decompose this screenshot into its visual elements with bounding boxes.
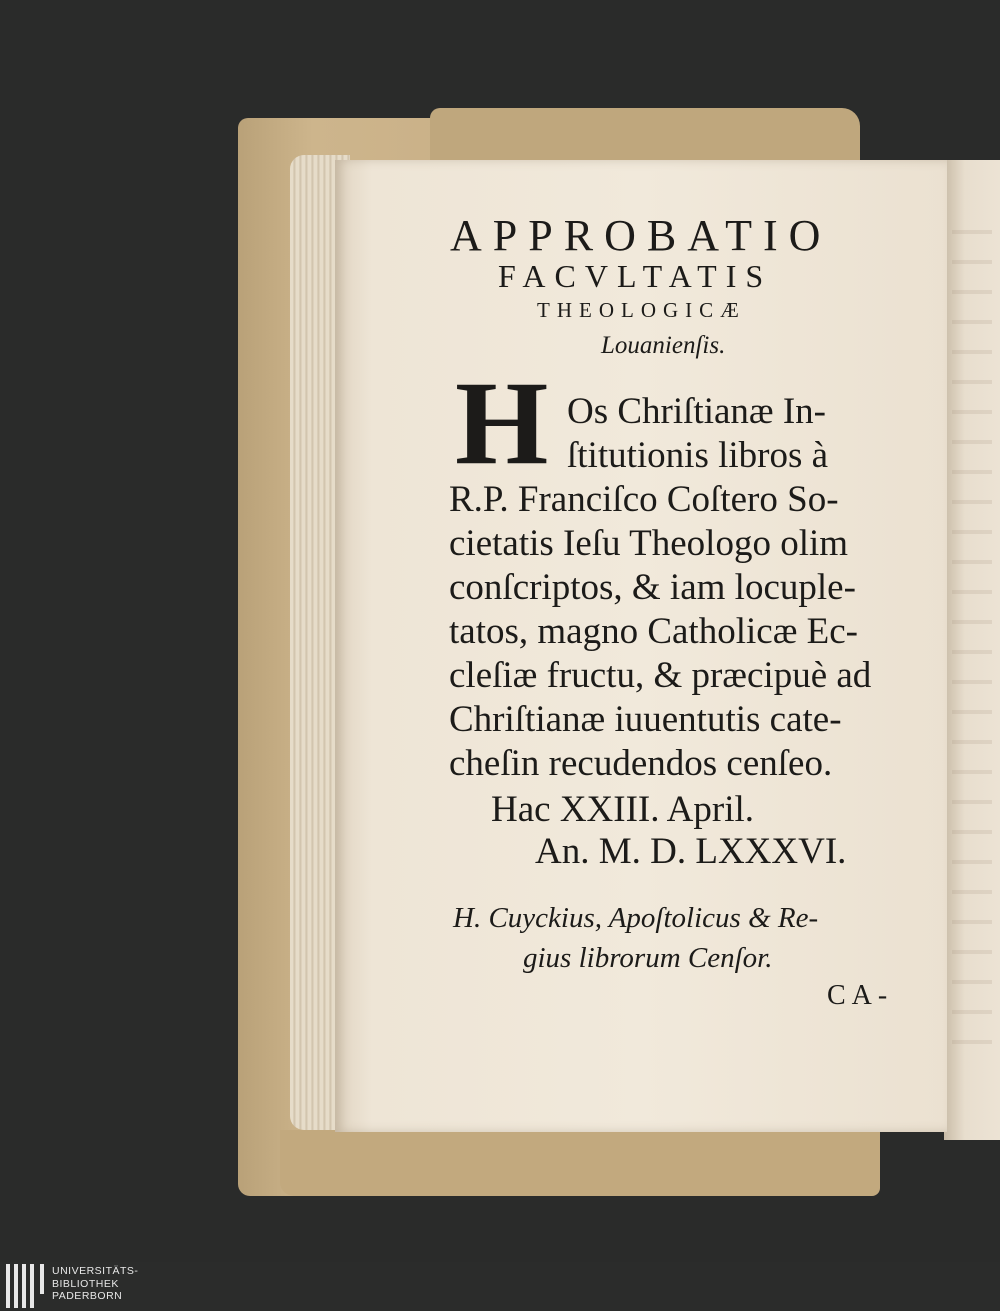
title-theologicae: THEOLOGICÆ: [537, 298, 746, 322]
date-line-2: An. M. D. LXXXVI.: [535, 831, 847, 872]
footer-bar: [0, 1262, 1000, 1311]
date-line-1: Hac XXIII. April.: [491, 789, 755, 830]
page-content: [335, 160, 947, 1132]
body-line-3: R.P. Franciſco Coſtero So-: [449, 479, 839, 520]
title-facultatis: FACVLTATIS: [498, 258, 773, 294]
censor-line-2: gius librorum Cenſor.: [523, 942, 773, 974]
drop-cap: H: [455, 356, 549, 489]
title-approbatio: APPROBATIO: [450, 211, 832, 260]
logo-line-2: BIBLIOTHEK: [52, 1277, 119, 1290]
body-line-7: cleſiæ fructu, & præcipuè ad: [449, 655, 872, 696]
body-line-5: conſcriptos, & iam locuple-: [449, 567, 856, 608]
title-lovaniensis: Louanienſis.: [601, 332, 726, 359]
logo-line-1: UNIVERSITÄTS-: [52, 1265, 139, 1277]
censor-line-1: H. Cuyckius, Apoſtolicus & Re-: [453, 902, 819, 934]
body-line-2: ſtitutionis libros à: [567, 435, 829, 476]
body-line-1: Os Chriſtianæ In-: [567, 391, 826, 432]
cover-bottom-edge: [280, 1130, 880, 1196]
logo-line-3: PADERBORN: [52, 1290, 123, 1302]
facing-page-bleed-text: [952, 230, 992, 1050]
library-logo-icon: [2, 1264, 46, 1308]
library-logo-text: [52, 1265, 138, 1303]
body-line-6: tatos, magno Catholicæ Ec-: [449, 611, 858, 652]
cover-top-edge: [430, 108, 860, 168]
catchword: CA-: [827, 980, 894, 1011]
body-line-8: Chriſtianæ iuuentutis cate-: [449, 699, 842, 740]
body-line-4: cietatis Ieſu Theologo olim: [449, 523, 849, 564]
body-line-9: cheſin recudendos cenſeo.: [449, 743, 833, 784]
